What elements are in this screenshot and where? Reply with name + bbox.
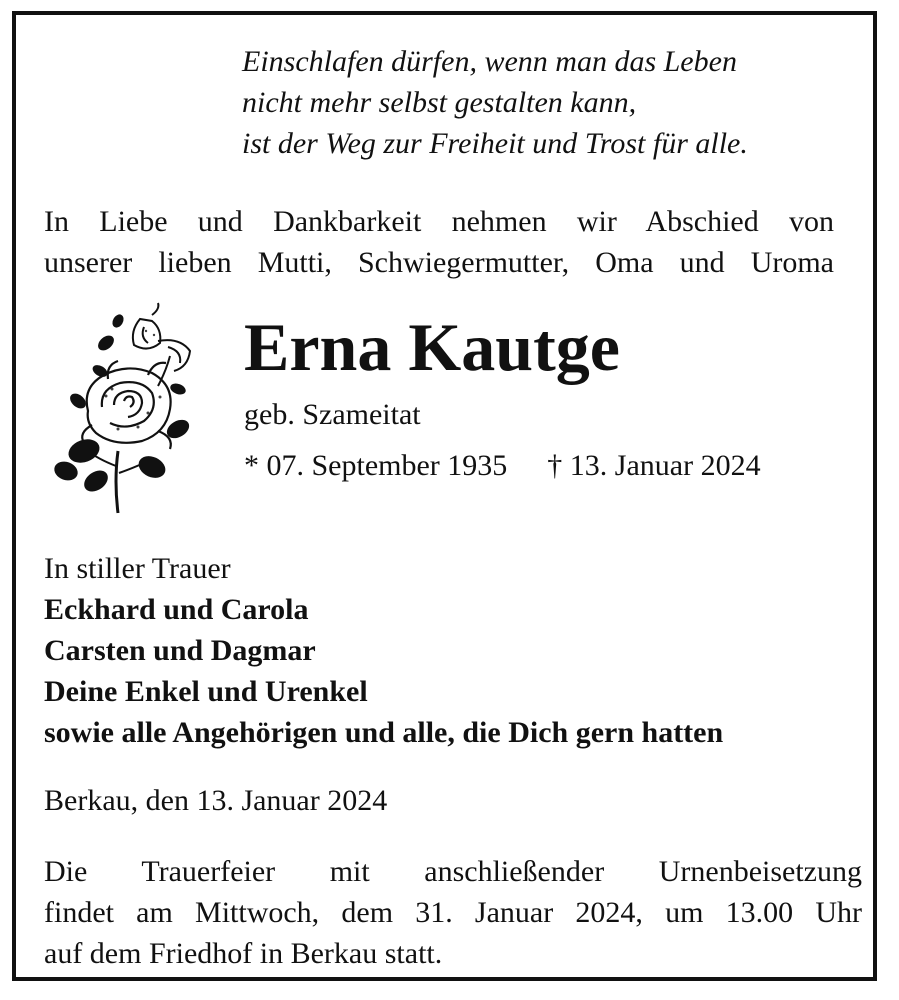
intro-line-1: In Liebe und Dankbarkeit nehmen wir Abschied von (44, 205, 834, 238)
place-date: Berkau, den 13. Januar 2024 (44, 784, 388, 817)
deceased-name: Erna Kautge (244, 309, 620, 385)
rose-icon (48, 301, 198, 515)
obituary-notice (12, 11, 877, 981)
birth-name: geb. Szameitat (244, 398, 421, 431)
service-line-3: auf dem Friedhof in Berkau statt. (44, 937, 443, 970)
birth-date: * 07. September 1935 (244, 449, 508, 482)
mourner-line: Deine Enkel und Urenkel (44, 675, 368, 708)
mourners (44, 548, 723, 753)
mourner-line: sowie alle Angehörigen und alle, die Dich gern hatten (44, 716, 724, 749)
mourner-line: Carsten und Dagmar (44, 634, 316, 667)
service-info (44, 851, 862, 974)
poem-line-1: Einschlafen dürfen, wenn man das Leben (242, 45, 737, 78)
intro-text (44, 201, 834, 283)
poem (242, 41, 748, 164)
poem-line-3: ist der Weg zur Freiheit und Trost für alle. (242, 127, 748, 160)
life-dates (244, 447, 761, 485)
intro-line-2: unserer lieben Mutti, Schwiegermutter, Oma und Uroma (44, 246, 834, 279)
service-line-1: Die Trauerfeier mit anschließender Urnenbeisetzung (44, 855, 862, 888)
service-line-2: findet am Mittwoch, dem 31. Januar 2024, um 13.00 Uhr (44, 896, 862, 929)
mourner-line: Eckhard und Carola (44, 593, 309, 626)
poem-line-2: nicht mehr selbst gestalten kann, (242, 86, 637, 119)
mourners-heading: In stiller Trauer (44, 552, 231, 585)
death-date: † 13. Januar 2024 (547, 449, 761, 482)
